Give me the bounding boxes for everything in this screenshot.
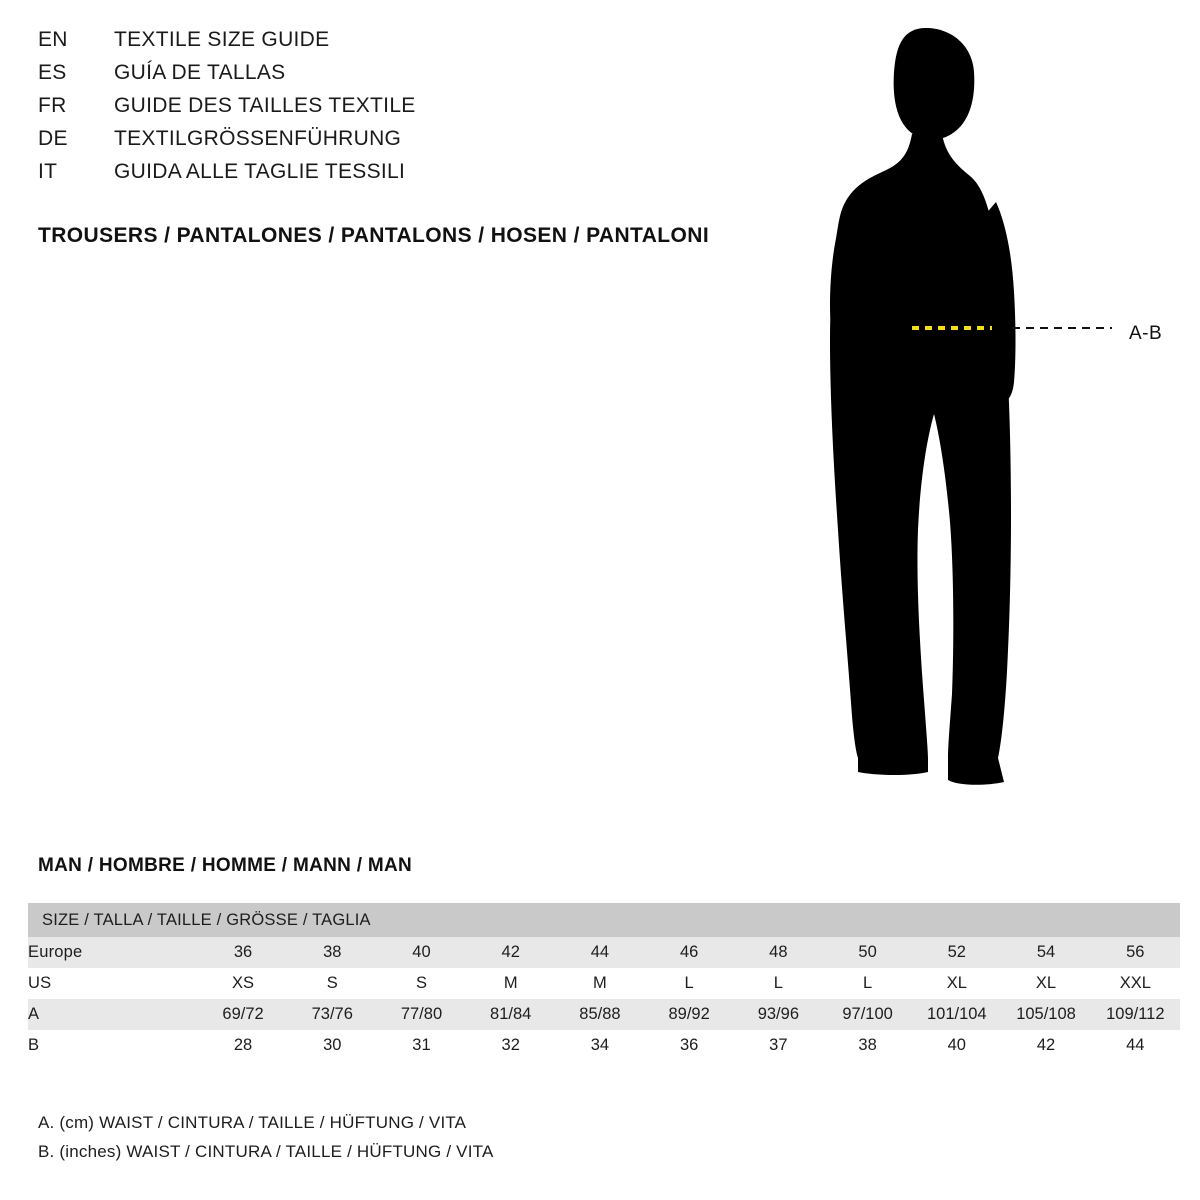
cell: L — [684, 974, 694, 992]
table-row — [28, 999, 1180, 1030]
cell: M — [593, 974, 607, 992]
language-code: EN — [38, 28, 68, 51]
cell: 34 — [590, 1036, 610, 1054]
cell: 101/104 — [926, 1005, 987, 1023]
table-row — [28, 1030, 1180, 1061]
cell: XXL — [1119, 974, 1151, 992]
cell: 36 — [679, 1036, 699, 1054]
cell: 89/92 — [668, 1005, 710, 1023]
cell: L — [862, 974, 873, 992]
language-title: TEXTILE SIZE GUIDE — [114, 28, 330, 51]
cell: 56 — [1126, 943, 1145, 961]
cell: 42 — [1036, 1036, 1056, 1054]
cell: 73/76 — [311, 1005, 353, 1023]
language-row — [38, 127, 818, 160]
cell: 42 — [501, 943, 520, 961]
cell: 44 — [1126, 1036, 1145, 1054]
row-label: B — [28, 1036, 40, 1054]
cell: 40 — [947, 1036, 966, 1054]
language-row — [38, 160, 818, 193]
cell: 30 — [323, 1036, 342, 1054]
cell: 32 — [501, 1036, 520, 1054]
language-list — [38, 28, 818, 193]
cell: 52 — [947, 943, 966, 961]
cell: 44 — [590, 943, 610, 961]
cell: 37 — [769, 1036, 788, 1054]
cell: 48 — [769, 943, 788, 961]
language-code: FR — [38, 94, 67, 117]
row-label: A — [28, 1005, 40, 1023]
cell: M — [503, 974, 518, 992]
cell: XS — [232, 974, 255, 992]
cell: 46 — [679, 943, 699, 961]
table-header-label: SIZE / TALLA / TAILLE / GRÖSSE / TAGLIA — [28, 903, 1180, 937]
cell: 38 — [858, 1036, 877, 1054]
cell: 77/80 — [400, 1005, 443, 1023]
cell: 54 — [1036, 943, 1056, 961]
table-row — [28, 937, 1180, 968]
cell: L — [773, 974, 783, 992]
cell: 31 — [412, 1036, 431, 1054]
language-row — [38, 28, 818, 61]
cell: 38 — [323, 943, 342, 961]
cell: 109/112 — [1106, 1005, 1165, 1023]
garment-type-title: TROUSERS / PANTALONES / PANTALONS / HOSEN / PANTALONI — [38, 224, 710, 247]
cell: 105/108 — [1016, 1005, 1076, 1023]
language-title: TEXTILGRÖSSENFÜHRUNG — [114, 127, 402, 150]
cell: S — [326, 974, 338, 992]
language-row — [38, 94, 818, 127]
cell: S — [415, 974, 427, 992]
footnote-b: B. (inches) WAIST / CINTURA / TAILLE / HÜFTUNG / VITA — [38, 1142, 494, 1161]
language-code: ES — [38, 61, 67, 84]
table-header-row — [28, 903, 1180, 937]
language-code: IT — [38, 160, 58, 183]
cell: 93/96 — [757, 1005, 799, 1023]
language-title: GUÍA DE TALLAS — [114, 61, 286, 84]
footnote-a: A. (cm) WAIST / CINTURA / TAILLE / HÜFTUNG / VITA — [38, 1113, 467, 1132]
language-title: GUIDE DES TAILLES TEXTILE — [114, 94, 416, 117]
cell: 85/88 — [579, 1005, 621, 1023]
row-label: US — [28, 974, 52, 992]
cell: 81/84 — [490, 1005, 532, 1023]
gender-section-label: MAN / HOMBRE / HOMME / MANN / MAN — [38, 855, 413, 876]
measure-label-ab: A-B — [1129, 323, 1163, 344]
cell: XL — [1035, 974, 1057, 992]
cell: 36 — [233, 943, 253, 961]
figure-illustration — [800, 10, 1200, 810]
cell: XL — [946, 974, 967, 992]
cell: 50 — [858, 943, 877, 961]
language-row — [38, 61, 818, 94]
man-silhouette-icon — [800, 10, 1200, 810]
cell: 28 — [233, 1036, 253, 1054]
cell: 97/100 — [842, 1005, 893, 1023]
row-label: Europe — [28, 943, 83, 961]
cell: 40 — [412, 943, 431, 961]
footnotes — [38, 1108, 494, 1166]
table-row — [28, 968, 1180, 999]
cell: 69/72 — [222, 1005, 264, 1023]
language-code: DE — [38, 127, 68, 150]
language-title: GUIDA ALLE TAGLIE TESSILI — [114, 160, 406, 183]
size-table — [28, 903, 1180, 1061]
